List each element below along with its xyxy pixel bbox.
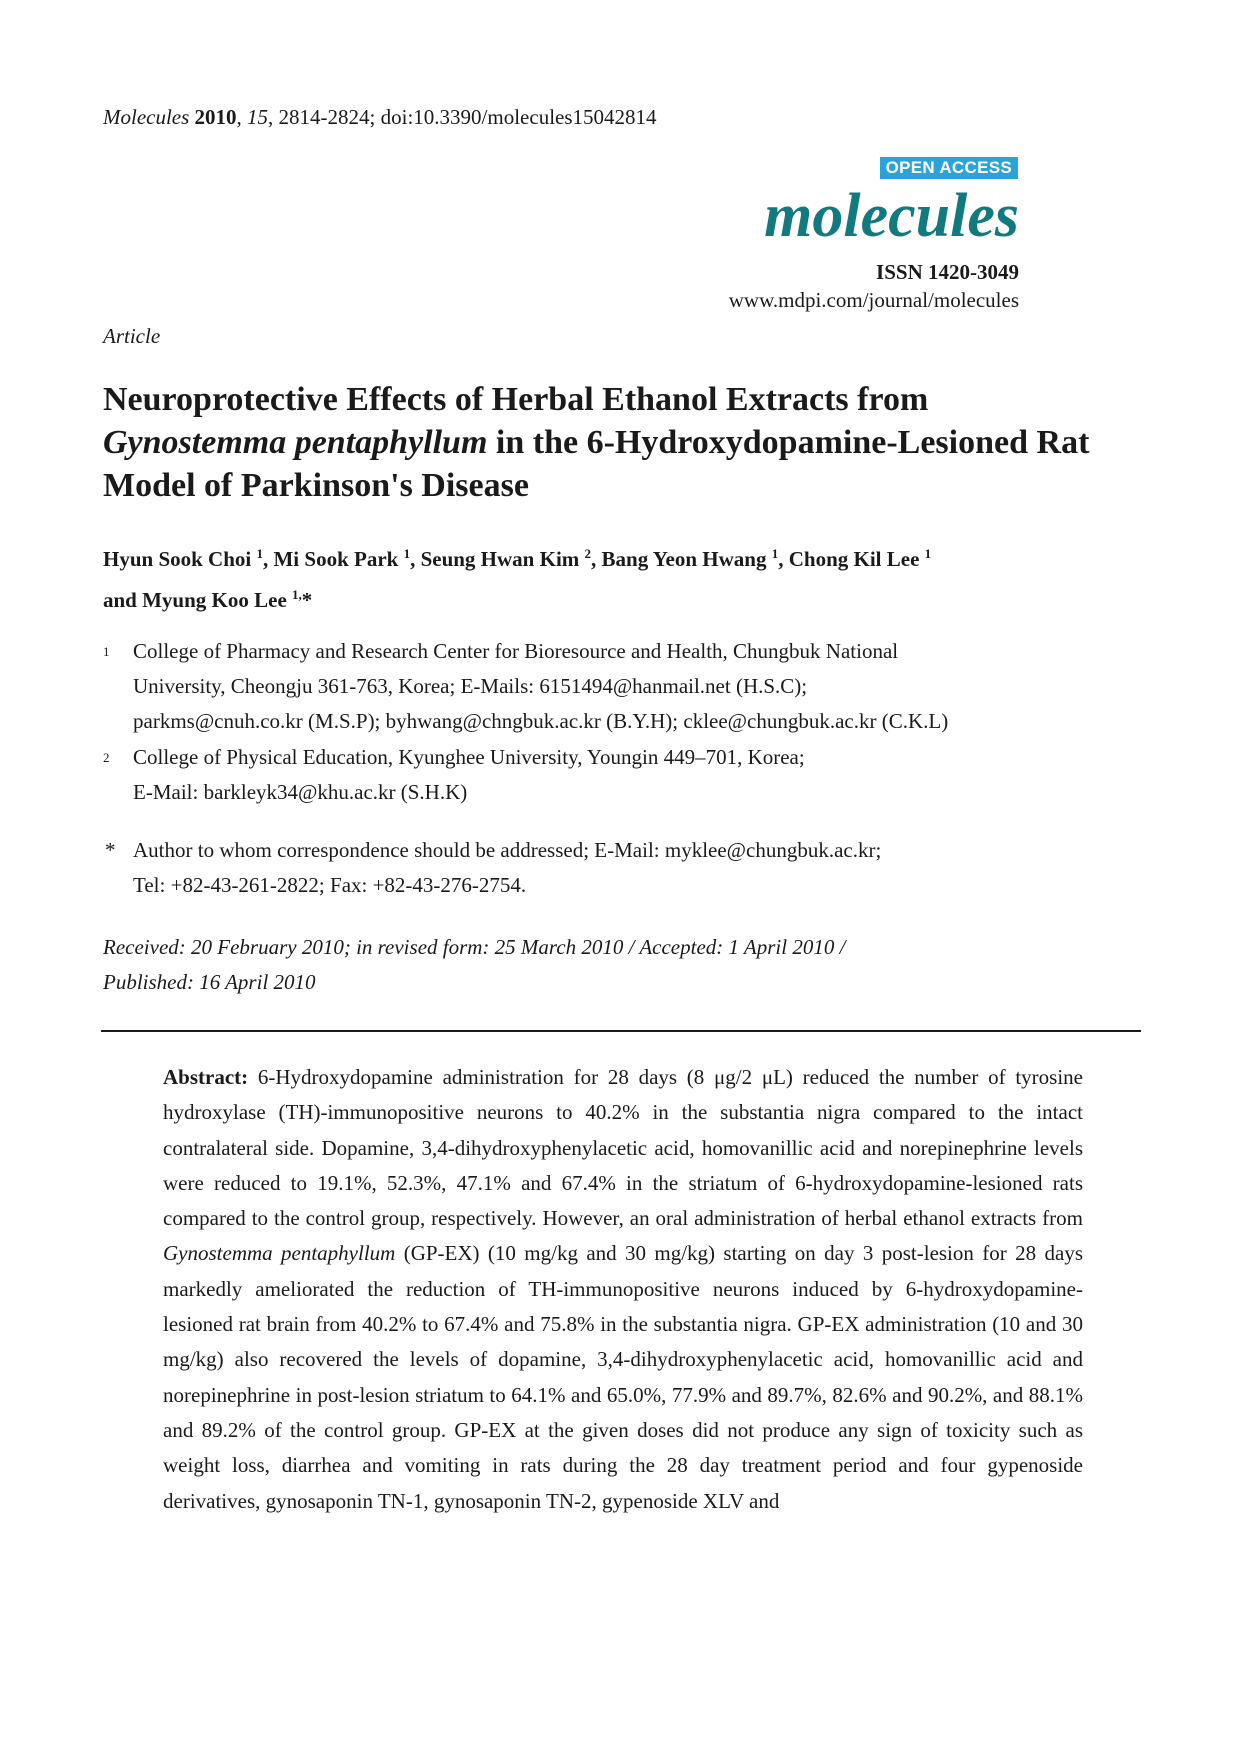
affiliation-2 (103, 740, 1143, 810)
journal-logo: molecules (764, 182, 1019, 250)
citation-pages-doi: , 2814-2824; doi:10.3390/molecules15042814 (268, 105, 657, 129)
author-separator: , (778, 547, 789, 571)
author-affiliation-mark: 2 (584, 546, 592, 561)
affiliation-mark: 1 (103, 644, 110, 659)
dates-line-1: Received: 20 February 2010; in revised form: 25 March 2010 / Accepted: 1 April 2010 / (103, 935, 846, 959)
correspondence-mark: * (105, 838, 116, 862)
citation-line: Molecules 2010, 15, 2814-2824; doi:10.3390/molecules15042814 (103, 105, 657, 129)
citation-volume: 15 (247, 105, 269, 129)
author-separator: , (410, 547, 421, 571)
abstract-label: Abstract: (163, 1065, 249, 1089)
title-part-1: Neuroprotective Effects of Herbal Ethanol Extracts from (103, 381, 929, 418)
publication-dates (103, 930, 1143, 1000)
author-affiliation-mark: 1 (403, 546, 411, 561)
affiliation-line: E-Mail: barkleyk34@khu.ac.kr (S.H.K) (133, 780, 468, 804)
citation-year: 2010 (194, 105, 237, 129)
correspondence-line: Tel: +82-43-261-2822; Fax: +82-43-276-2754. (133, 873, 527, 897)
title-part-2: in the 6-Hydroxydopamine-Lesioned Rat Model of Parkinson's Disease (103, 424, 1090, 504)
author: Mi Sook Park (273, 547, 404, 571)
correspondence (103, 833, 1143, 903)
abstract-text: 6-Hydroxydopamine administration for 28 days (8 μg/2 μL) reduced the number of tyrosine hydroxylase (TH)-immunopositive neurons to 40.2% in the substantia nigra compared to the intact contralateral side. Dopamine, 3,4-dihydroxyphenylacetic acid, homovanillic acid and norepinephrine levels were reduced to 19.1%, 52.3%, 47.1% and 67.4% in the striatum of 6-hydroxydopamine-lesioned rats compared to the control group, respectively. However, an oral administration of herbal ethanol extracts from (163, 1065, 1083, 1231)
author-affiliation-mark: 1 (771, 546, 779, 561)
affiliation-line: University, Cheongju 361-763, Korea; E-Mails: 6151494@hanmail.net (H.S.C); (133, 674, 808, 698)
author-affiliation-mark: 1, (292, 587, 302, 602)
affiliation-mark: 2 (103, 750, 110, 765)
author-affiliation-mark: 1 (924, 546, 932, 561)
section-divider (101, 1030, 1141, 1032)
title-species: Gynostemma pentaphyllum (103, 424, 488, 461)
corresponding-mark: * (301, 588, 313, 612)
author: and Myung Koo Lee (103, 588, 293, 612)
abstract-species: Gynostemma pentaphyllum (163, 1241, 396, 1266)
author-separator: , (591, 547, 602, 571)
issn: ISSN 1420-3049 (876, 260, 1019, 284)
paper-title (103, 378, 1143, 507)
author: Chong Kil Lee (788, 547, 925, 571)
article-type: Article (103, 324, 161, 348)
author: Hyun Sook Choi (103, 547, 257, 571)
dates-line-2: Published: 16 April 2010 (103, 970, 316, 994)
abstract-text: (GP-EX) (10 mg/kg and 30 mg/kg) starting on day 3 post-lesion for 28 days markedly ameliorated the reduction of TH-immunopositive neurons induced by 6-hydroxydopamine-lesioned rat brain from 40.2% to 67.4% and 75.8% in the substantia nigra. GP-EX administration (10 and 30 mg/kg) also recovered the levels of dopamine, 3,4-dihydroxyphenylacetic acid, homovanillic acid and norepinephrine in post-lesion striatum to 64.1% and 65.0%, 77.9% and 89.7%, 82.6% and 90.2%, and 88.1% and 89.2% of the control group. GP-EX at the given doses did not produce any sign of toxicity such as weight loss, diarrhea and vomiting in rats during the 28 day treatment period and four gypenoside derivatives, gynosaponin TN-1, gynosaponin TN-2, gypenoside XLV and (163, 1241, 1083, 1513)
affiliation-line: parkms@cnuh.co.kr (M.S.P); byhwang@chngbuk.ac.kr (B.Y.H); cklee@chungbuk.ac.kr (C.K.L) (133, 709, 949, 733)
affiliation-1 (103, 634, 1143, 739)
author-separator: , (262, 547, 274, 571)
author: Seung Hwan Kim (420, 547, 585, 571)
affiliation-line: College of Physical Education, Kyunghee University, Youngin 449–701, Korea; (133, 745, 805, 769)
abstract (163, 1060, 1083, 1519)
journal-url: www.mdpi.com/journal/molecules (728, 288, 1019, 312)
affiliation-line: College of Pharmacy and Research Center for Bioresource and Health, Chungbuk National (133, 639, 899, 663)
open-access-badge: OPEN ACCESS (880, 157, 1018, 179)
citation-journal: Molecules (103, 105, 190, 129)
author-affiliation-mark: 1 (256, 546, 263, 561)
author-list (103, 536, 1143, 618)
correspondence-line: Author to whom correspondence should be addressed; E-Mail: myklee@chungbuk.ac.kr; (133, 838, 882, 862)
author: Bang Yeon Hwang (601, 547, 772, 571)
